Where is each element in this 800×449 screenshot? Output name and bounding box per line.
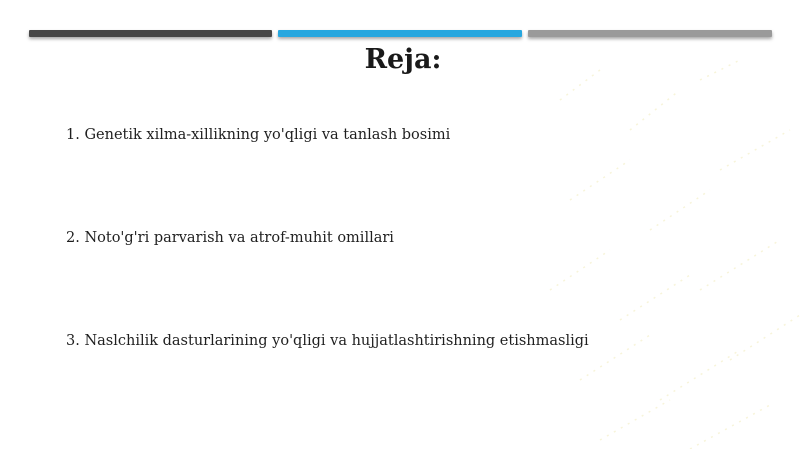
plan-item-1: 1. Genetik xilma-xillikning yo'qligi va tanlash bosimi <box>66 127 451 143</box>
decor-line <box>580 335 650 380</box>
decor-line <box>690 405 770 449</box>
plan-item-2: 2. Noto'g'ri parvarish va atrof-muhit omillari <box>66 230 394 246</box>
accent-bar-blue <box>278 30 522 37</box>
top-accent-bars <box>29 30 772 38</box>
decor-line <box>650 190 710 230</box>
decor-line <box>700 240 780 290</box>
decor-line <box>730 315 800 360</box>
decor-line <box>600 400 670 440</box>
decor-line <box>660 350 740 400</box>
accent-bar-dark <box>29 30 272 37</box>
background-decoration <box>540 60 800 449</box>
plan-item-3: 3. Naslchilik dasturlarining yo'qligi va hujjatlashtirishning etishmasligi <box>66 333 589 349</box>
decor-line <box>630 90 680 130</box>
accent-bar-gray <box>528 30 772 37</box>
decor-line <box>620 275 690 320</box>
decor-line <box>570 160 630 200</box>
slide-title: Reja: <box>364 44 442 75</box>
decor-line <box>720 130 790 170</box>
decor-line <box>550 250 610 290</box>
